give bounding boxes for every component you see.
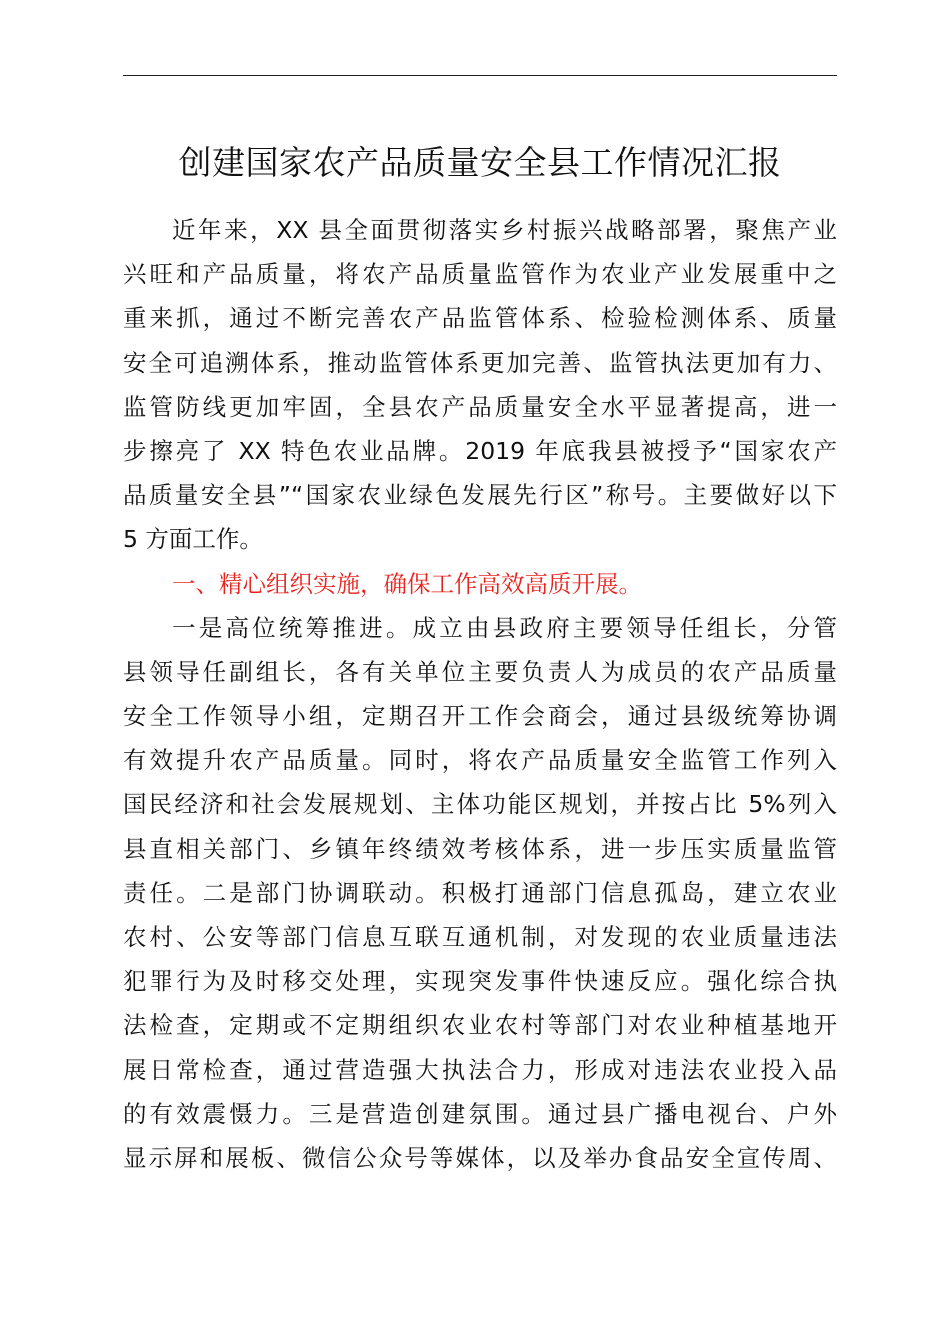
paragraph-line: 有效提升农产品质量。同时，将农产品质量安全监管工作列入 [123,746,837,775]
paragraph-line: 农村、公安等部门信息互联互通机制，对发现的农业质量违法 [123,923,837,951]
document-body [123,208,837,1180]
paragraph-line: 步擦亮了 XX 特色农业品牌。2019 年底我县被授予“国家农产 [123,436,837,465]
paragraph-line: 重来抓，通过不断完善农产品监管体系、检验检测体系、质量 [123,304,837,333]
paragraph-line: 安全可追溯体系，推动监管体系更加完善、监管执法更加有力、 [123,348,837,377]
paragraph-line: 5 方面工作。 [123,525,263,554]
paragraph-line: 的有效震慑力。三是营造创建氛围。通过县广播电视台、户外 [123,1099,837,1128]
paragraph-line: 显示屏和展板、微信公众号等媒体，以及举办食品安全宣传周、 [123,1143,837,1172]
paragraph-line: 近年来，XX 县全面贯彻落实乡村振兴战略部署，聚焦产业 [172,216,837,244]
paragraph-line: 监管防线更加牢固，全县农产品质量安全水平显著提高，进一 [123,392,837,421]
paragraph-line: 安全工作领导小组，定期召开工作会商会，通过县级统筹协调 [123,702,837,731]
paragraph-line: 责任。二是部门协调联动。积极打通部门信息孤岛，建立农业 [123,878,837,907]
paragraph-line: 品质量安全县”“国家农业绿色发展先行区”称号。主要做好以下 [123,481,837,510]
document-title: 创建国家农产品质量安全县工作情况汇报 [178,143,782,182]
paragraph-line: 兴旺和产品质量，将农产品质量监管作为农业产业发展重中之 [123,260,837,289]
section-heading: 一、精心组织实施，确保工作高效高质开展。 [172,569,642,598]
paragraph-line: 县领导任副组长，各有关单位主要负责人为成员的农产品质量 [123,657,837,686]
paragraph-line: 法检查，定期或不定期组织农业农村等部门对农业种植基地开 [123,1011,837,1040]
paragraph-line: 县直相关部门、乡镇年终绩效考核体系，进一步压实质量监管 [123,834,837,863]
paragraph-line: 国民经济和社会发展规划、主体功能区规划，并按占比 5%列入 [123,790,837,819]
header-rule [123,75,837,76]
paragraph-line: 展日常检查，通过营造强大执法合力，形成对违法农业投入品 [123,1055,837,1084]
paragraph-line: 一是高位统筹推进。成立由县政府主要领导任组长，分管 [172,613,837,642]
paragraph-line: 犯罪行为及时移交处理，实现突发事件快速反应。强化综合执 [123,967,837,996]
